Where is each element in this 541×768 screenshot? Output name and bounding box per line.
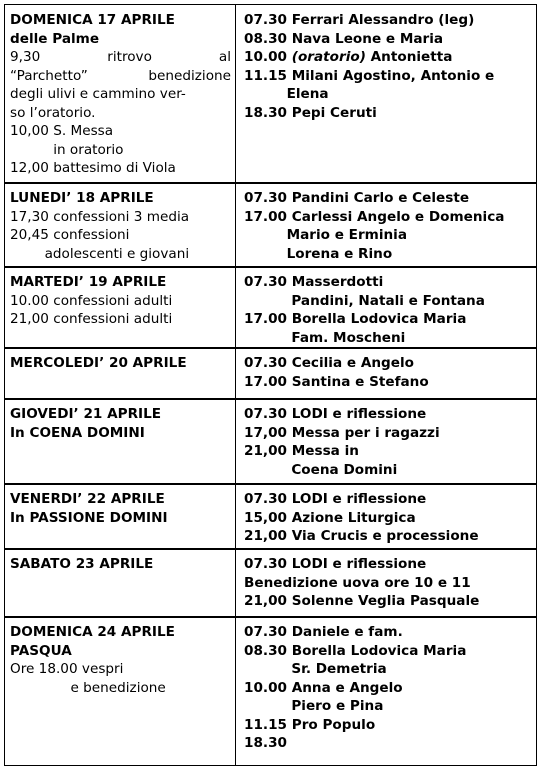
mass-line xyxy=(244,104,532,123)
mass-line xyxy=(244,405,532,424)
mass-intention: Benedizione uova ore 10 e 11 xyxy=(244,574,471,591)
mass-line xyxy=(244,574,532,593)
mass-line xyxy=(244,442,532,461)
event-line: 10.00 confessioni adulti xyxy=(10,292,173,309)
mass-line xyxy=(244,48,532,67)
mass-intention: Pandini Carlo e Celeste xyxy=(291,190,470,206)
mass-time: 07.30 xyxy=(244,12,287,28)
mass-time: 08.30 xyxy=(244,642,287,659)
day-heading: SABATO 23 APRILE xyxy=(10,556,154,572)
day-heading: MARTEDI’ 19 APRILE xyxy=(10,274,167,290)
day-row xyxy=(4,398,537,485)
mass-line xyxy=(244,555,532,574)
mass-time: 17.00 xyxy=(244,311,287,327)
mass-intention: Mario e Erminia xyxy=(244,227,408,243)
mass-line xyxy=(244,716,532,735)
mass-intention: Fam. Moscheni xyxy=(244,329,406,346)
mass-intention: Anna e Angelo xyxy=(291,679,403,696)
mass-line xyxy=(244,189,532,208)
mass-line xyxy=(244,85,532,104)
mass-line xyxy=(244,11,532,30)
mass-intention: Antonietta xyxy=(370,49,453,65)
mass-line xyxy=(244,292,532,311)
mass-time: 10.00 xyxy=(244,679,287,696)
mass-intention: Daniele e fam. xyxy=(291,624,403,640)
mass-time: 07.30 xyxy=(244,406,287,422)
day-heading: DOMENICA 24 APRILE xyxy=(10,624,175,640)
mass-line xyxy=(244,208,532,227)
day-heading: GIOVEDI’ 21 APRILE xyxy=(10,406,162,422)
day-heading: VENERDI’ 22 APRILE xyxy=(10,491,165,507)
mass-line xyxy=(244,642,532,661)
mass-line xyxy=(244,354,532,373)
mass-intention: Via Crucis e processione xyxy=(291,528,479,544)
mass-time: 07.30 xyxy=(244,624,287,640)
mass-time: 11.15 xyxy=(244,716,287,733)
mass-line xyxy=(244,373,532,392)
event-line: 9,30 ritrovo al xyxy=(10,49,231,65)
day-row xyxy=(4,483,537,550)
event-line: PASQUA xyxy=(10,642,72,659)
day-events-cell xyxy=(5,348,236,399)
mass-intention: Borella Lodovica Maria xyxy=(291,642,467,659)
mass-time: 17.00 xyxy=(244,208,287,225)
event-line: degli ulivi e cammino ver- xyxy=(10,86,186,102)
mass-intentions-cell xyxy=(236,183,536,267)
mass-intention: Cecilia e Angelo xyxy=(291,355,414,371)
event-line: In PASSIONE DOMINI xyxy=(10,509,168,526)
mass-line xyxy=(244,226,532,245)
mass-line xyxy=(244,310,532,329)
mass-intention: Pro Populo xyxy=(291,716,376,733)
mass-intention: Pandini, Natali e Fontana xyxy=(244,292,485,309)
mass-time: 21,00 xyxy=(244,443,287,459)
mass-line xyxy=(244,329,532,348)
mass-intentions-cell xyxy=(236,267,536,348)
mass-line xyxy=(244,697,532,716)
mass-time: 17,00 xyxy=(244,424,287,441)
event-line: in oratorio xyxy=(10,141,124,158)
mass-time: 08.30 xyxy=(244,30,287,47)
mass-time: 18.30 xyxy=(244,735,287,751)
mass-intention: LODI e riflessione xyxy=(291,556,427,572)
mass-intention: Masserdotti xyxy=(291,274,384,290)
mass-line xyxy=(244,245,532,264)
mass-intention: Piero e Pina xyxy=(244,698,384,714)
event-line: adolescenti e giovani xyxy=(10,245,190,262)
mass-intentions-cell xyxy=(236,549,536,617)
mass-line xyxy=(244,461,532,480)
mass-intention: Milani Agostino, Antonio e xyxy=(291,67,495,84)
day-row xyxy=(4,616,537,766)
day-events-cell xyxy=(5,183,236,267)
day-events-cell xyxy=(5,484,236,549)
mass-intention: Elena xyxy=(244,86,329,102)
day-heading: DOMENICA 17 APRILE xyxy=(10,12,175,28)
event-line: 12,00 battesimo di Viola xyxy=(10,160,176,176)
mass-intentions-cell xyxy=(236,617,536,765)
day-row xyxy=(4,182,537,268)
day-events-cell xyxy=(5,549,236,617)
mass-intention: Messa per i ragazzi xyxy=(291,424,440,441)
mass-line xyxy=(244,273,532,292)
event-line: 10,00 S. Messa xyxy=(10,123,114,139)
mass-line xyxy=(244,623,532,642)
mass-intention: Pepi Ceruti xyxy=(291,104,377,121)
location-note: (oratorio) xyxy=(291,49,366,65)
mass-time: 11.15 xyxy=(244,67,287,84)
mass-intentions-cell xyxy=(236,399,536,484)
mass-intention: LODI e riflessione xyxy=(291,491,427,507)
mass-intention: Sr. Demetria xyxy=(244,661,387,677)
mass-intention: Borella Lodovica Maria xyxy=(291,311,467,327)
mass-intention: LODI e riflessione xyxy=(291,406,427,422)
mass-time: 07.30 xyxy=(244,190,287,206)
mass-time: 17.00 xyxy=(244,373,287,390)
mass-intention: Nava Leone e Maria xyxy=(291,30,444,47)
event-line: delle Palme xyxy=(10,30,100,47)
event-line: so l’oratorio. xyxy=(10,104,96,121)
day-row xyxy=(4,4,537,184)
day-events-cell xyxy=(5,267,236,348)
mass-line xyxy=(244,30,532,49)
day-events-cell xyxy=(5,5,236,183)
mass-line xyxy=(244,734,532,753)
mass-time: 21,00 xyxy=(244,528,287,544)
mass-intention: Carlessi Angelo e Domenica xyxy=(291,208,505,225)
day-events-cell xyxy=(5,617,236,765)
mass-intentions-cell xyxy=(236,484,536,549)
event-line: e benedizione xyxy=(10,679,166,696)
mass-intention: Azione Liturgica xyxy=(291,509,416,526)
mass-intentions-cell xyxy=(236,348,536,399)
mass-line xyxy=(244,490,532,509)
event-line: 21,00 confessioni adulti xyxy=(10,311,173,327)
event-line: 20,45 confessioni xyxy=(10,227,130,243)
mass-time: 07.30 xyxy=(244,355,287,371)
mass-line xyxy=(244,527,532,546)
mass-intention: Ferrari Alessandro (leg) xyxy=(291,12,475,28)
day-row xyxy=(4,548,537,618)
mass-time: 10.00 xyxy=(244,49,287,65)
mass-time: 07.30 xyxy=(244,274,287,290)
event-line: “Parchetto” benedizione xyxy=(10,67,231,84)
mass-intention: Messa in xyxy=(291,443,359,459)
mass-line xyxy=(244,592,532,611)
weekly-mass-schedule xyxy=(4,4,537,764)
mass-intentions-cell xyxy=(236,5,536,183)
mass-intention: Santina e Stefano xyxy=(291,373,429,390)
mass-time: 15,00 xyxy=(244,509,287,526)
day-row xyxy=(4,347,537,400)
event-line: In COENA DOMINI xyxy=(10,424,145,441)
day-heading: MERCOLEDI’ 20 APRILE xyxy=(10,355,187,371)
event-line: Ore 18.00 vespri xyxy=(10,661,124,677)
mass-intention: Coena Domini xyxy=(244,461,398,478)
event-line: 17,30 confessioni 3 media xyxy=(10,208,190,225)
mass-line xyxy=(244,424,532,443)
mass-line xyxy=(244,67,532,86)
mass-line xyxy=(244,679,532,698)
mass-time: 18.30 xyxy=(244,104,287,121)
mass-intention: Lorena e Rino xyxy=(244,245,393,262)
mass-time: 07.30 xyxy=(244,491,287,507)
mass-intention: Solenne Veglia Pasquale xyxy=(291,593,480,609)
mass-time: 07.30 xyxy=(244,556,287,572)
day-heading: LUNEDI’ 18 APRILE xyxy=(10,190,154,206)
mass-line xyxy=(244,509,532,528)
day-events-cell xyxy=(5,399,236,484)
mass-line xyxy=(244,660,532,679)
mass-time: 21,00 xyxy=(244,593,287,609)
day-row xyxy=(4,266,537,349)
